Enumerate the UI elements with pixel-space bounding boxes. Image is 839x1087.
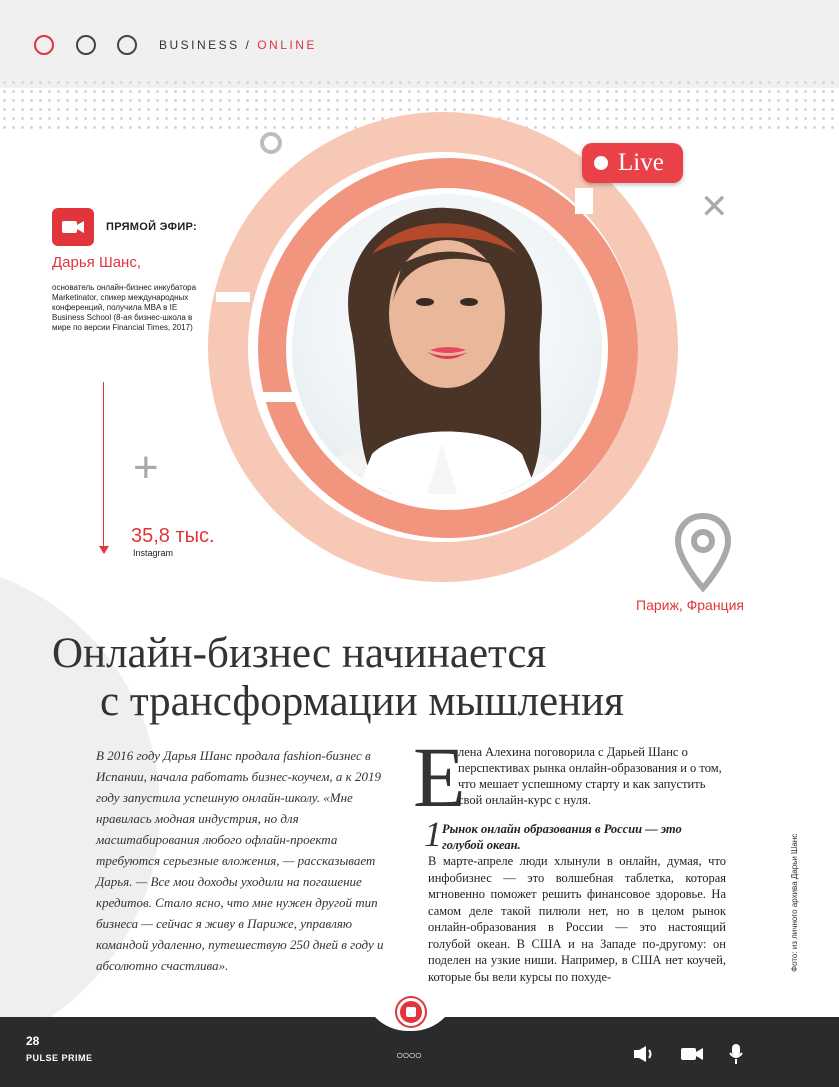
headline-line-2: с трансформации мышления <box>100 678 624 725</box>
live-broadcast-label: ПРЯМОЙ ЭФИР: <box>106 221 197 233</box>
section-number: 1 <box>424 814 442 854</box>
microphone-icon[interactable] <box>728 1043 744 1065</box>
lead-paragraph: В 2016 году Дарья Шанс продала fashion-бизнес в Испании, начала работать бизнес-коучем, а к 2019 году запустила успешную онлайн-школу. «Мне нравилась модная индустрия, но для масштабирования любого офлайн-проекта требуются серьезные вложения, — рассказывает Дарья. — Все мои доходы уходили на погашение кредитов. Стало ясно, что мне нужен другой тип бизнеса — сейчас я живу в Париже, управляю командой удаленно, путешествую 250 дней в году и абсолютно счастлива». <box>96 748 384 973</box>
portrait-illustration <box>292 194 602 504</box>
location-pin-icon <box>672 512 734 594</box>
circle-icon <box>260 132 282 154</box>
page-number: 28 <box>26 1034 40 1048</box>
record-icon[interactable] <box>397 998 425 1026</box>
ring-gap <box>575 188 593 214</box>
breadcrumb-separator: / <box>245 38 252 52</box>
window-control-icon[interactable] <box>76 35 96 55</box>
live-dot-icon <box>594 156 608 170</box>
location-label: Париж, Франция <box>636 597 744 613</box>
followers-source: Instagram <box>133 548 174 558</box>
plus-icon: + <box>133 443 159 492</box>
window-control-icon[interactable] <box>117 35 137 55</box>
brand-name: PULSE PRIME <box>26 1053 93 1063</box>
close-x-icon: ✕ <box>700 188 729 226</box>
timeline-line <box>103 382 104 548</box>
section-title: Рынок онлайн образования в России — это голубой океан. <box>442 822 682 852</box>
followers-count: 35,8 тыс. <box>131 525 215 547</box>
live-badge[interactable] <box>582 143 683 183</box>
arrow-down-icon <box>99 546 109 554</box>
speaker-icon[interactable] <box>633 1045 655 1063</box>
portrait-photo <box>286 188 608 510</box>
subsection-label: ONLINE <box>257 38 317 52</box>
ring-gap <box>216 292 250 302</box>
camera-icon[interactable] <box>680 1045 704 1063</box>
drop-cap: Е <box>413 729 466 825</box>
headline-line-1: Онлайн-бизнес начинается <box>52 630 547 677</box>
live-label: Live <box>618 149 664 176</box>
record-inner <box>406 1007 416 1017</box>
ring-gap <box>262 392 296 402</box>
pagination-dots[interactable]: ○○○○ <box>396 1048 421 1062</box>
speaker-name: Дарья Шанс, <box>52 254 141 271</box>
speaker-bio: основатель онлайн-бизнес инкубатора Marketinator, спикер международных конференций, получила MBA в IE Business School (8-ая бизнес-школа в мире по версии Financial Times, 2017) <box>52 283 197 332</box>
section-breadcrumb <box>159 38 317 52</box>
window-control-close-icon[interactable] <box>34 35 54 55</box>
video-camera-icon <box>52 208 94 246</box>
intro-paragraph: лена Алехина поговорила с Дарьей Шанс о перспективах рынка онлайн-образования и о том, что мешает успешному старту и как запустить свой онлайн-курс с нуля. <box>458 745 722 807</box>
section-label: BUSINESS <box>159 38 240 52</box>
body-paragraph: В марте-апреле люди хлынули в онлайн, думая, что инфобизнес — это волшебная таблетка, которая мгновенно поможет решить финансовое здоровье. На самом деле такой пилюли нет, но в целом рынок онлайн-образования в России — это настоящий голубой океан. В США и на Западе по-другому: он поделен на узкие ниши. Например, в США нет коучей, которые бы вели курсы по похуде- <box>428 854 726 984</box>
photo-credit: Фото: из личного архива Дарьи Шанс <box>790 833 799 972</box>
